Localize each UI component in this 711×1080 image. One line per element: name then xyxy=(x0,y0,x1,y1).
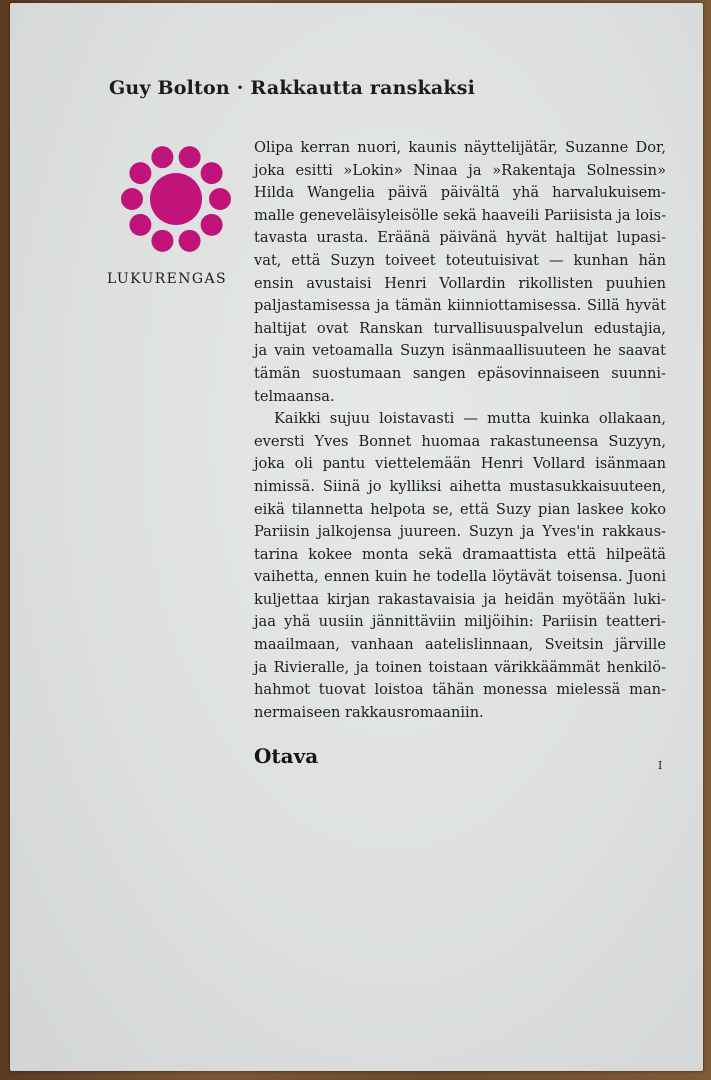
series-logo-icon xyxy=(120,143,232,255)
publisher-name: Otava xyxy=(254,744,319,768)
blurb-line: nimissä. Siinä jo kylliksi aihetta mustasukkaisuuteen, xyxy=(254,477,666,495)
blurb-line: nermaiseen rakkausromaaniin. xyxy=(254,703,484,721)
author-name: Guy Bolton xyxy=(109,77,230,99)
blurb-line: maailmaan, vanhaan aatelislinnaan, Sveitsin järville xyxy=(254,636,666,654)
blurb-line: joka oli pantu viettelemään Henri Vollard isänmaan xyxy=(254,455,666,473)
book-heading xyxy=(109,77,475,99)
blurb-line: haltijat ovat Ranskan turvallisuuspalvelun edustajia, xyxy=(254,319,666,337)
blurb-line: kuljettaa kirjan rakastavaisia ja heidän myötään luki- xyxy=(254,590,666,608)
logo-petal-circle xyxy=(201,214,223,236)
blurb-line: hahmot tuovat loistoa tähän monessa mielessä man- xyxy=(254,681,666,699)
blurb-paragraph xyxy=(254,408,666,724)
blurb-line: jaa yhä uusiin jännittäviin miljöihin: Pariisin teatteri- xyxy=(254,613,666,631)
blurb-line: Hilda Wangelia päivä päivältä yhä harvalukuisem- xyxy=(254,184,666,202)
page-number: I xyxy=(658,759,663,772)
logo-center-circle xyxy=(150,173,202,225)
series-name: LUKURENGAS xyxy=(107,271,227,287)
logo-petal-circle xyxy=(121,188,143,210)
logo-petal-circle xyxy=(201,162,223,184)
blurb-line: Kaikki sujuu loistavasti — mutta kuinka ollakaan, xyxy=(274,410,666,428)
blurb-line: tarina kokee monta sekä dramaattista että hilpeätä xyxy=(254,545,666,563)
blurb-line: telmaansa. xyxy=(254,387,335,405)
blurb-line: ja vain vetoamalla Suzyn isänmaallisuuteen he saavat xyxy=(254,342,666,360)
logo-petal-circle xyxy=(209,188,231,210)
blurb-line: ja Rivieralle, ja toinen toistaan värikkäämmät henkilö- xyxy=(254,658,666,676)
blurb-line: eikä tilannetta helpota se, että Suzy pian laskee koko xyxy=(254,500,666,518)
blurb-line: eversti Yves Bonnet huomaa rakastuneensa Suzyyn, xyxy=(254,432,666,450)
blurb-line: Olipa kerran nuori, kaunis näyttelijätär, Suzanne Dor, xyxy=(254,139,666,156)
book-title: Rakkautta ranskaksi xyxy=(250,77,476,99)
logo-petal-circle xyxy=(151,230,173,252)
logo-petal-circle xyxy=(151,146,173,168)
blurb-line: vaihetta, ennen kuin he todella löytävät toisensa. Juoni xyxy=(254,568,666,586)
blurb-line: Pariisin jalkojensa juureen. Suzyn ja Yves'in rakkaus- xyxy=(254,523,666,541)
logo-petal-circle xyxy=(129,214,151,236)
blurb-line: ensin avustaisi Henri Vollardin rikollisten puuhien xyxy=(254,274,666,292)
blurb-line: malle geneveläisyleisölle sekä haaveili Pariisista ja lois- xyxy=(254,206,666,224)
logo-petal-circle xyxy=(129,162,151,184)
blurb-line: joka esitti »Lokin» Ninaa ja »Rakentaja Solnessin» xyxy=(254,161,666,179)
blurb-line: tavasta urasta. Eräänä päivänä hyvät haltijat lupasi- xyxy=(254,229,666,247)
title-separator: · xyxy=(236,77,244,99)
logo-petal-circle xyxy=(179,146,201,168)
book-back-cover xyxy=(10,3,703,1071)
logo-petal-circle xyxy=(179,230,201,252)
blurb-text xyxy=(254,137,666,724)
blurb-paragraph xyxy=(254,137,666,408)
blurb-line: tämän suostumaan sangen epäsovinnaiseen suunni- xyxy=(254,364,666,382)
blurb-line: paljastamisessa ja tämän kiinniottamisessa. Sillä hyvät xyxy=(254,297,666,315)
blurb-line: vat, että Suzyn toiveet toteutuisivat — kunhan hän xyxy=(254,251,666,269)
